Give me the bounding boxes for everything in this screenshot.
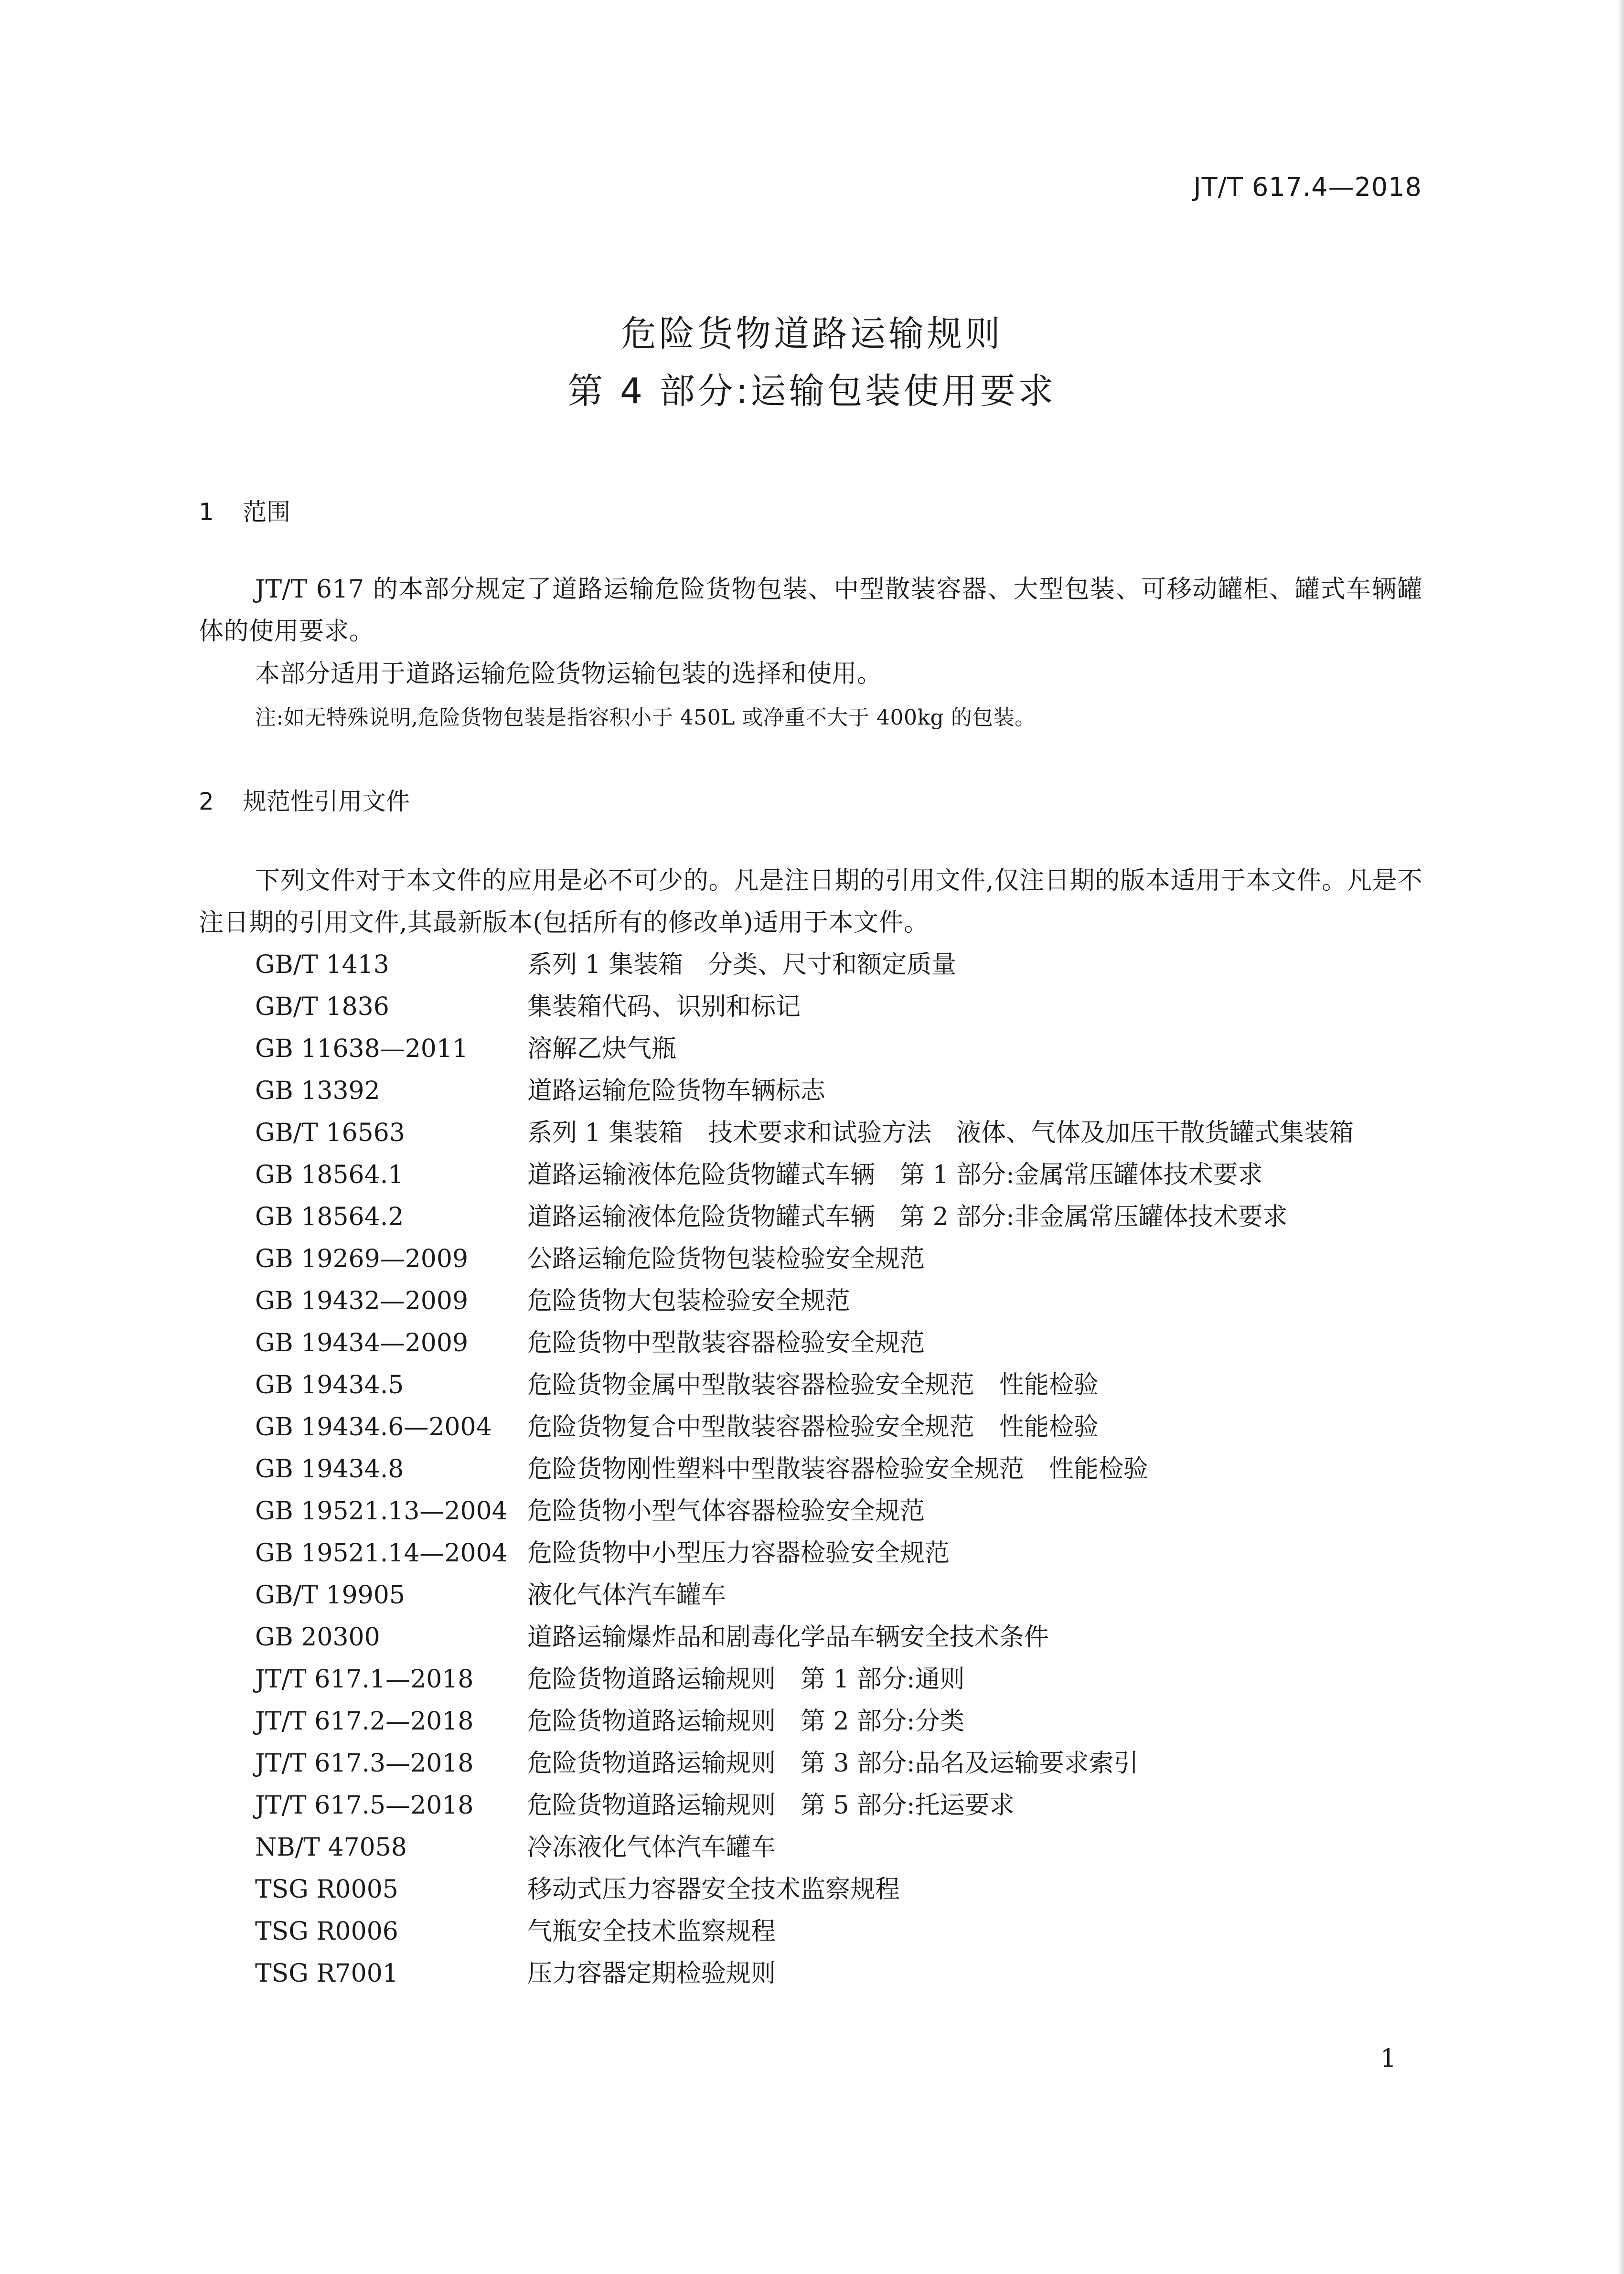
reference-title: 溶解乙炔气瓶 bbox=[527, 1035, 677, 1063]
reference-row bbox=[255, 1364, 1422, 1406]
reference-title: 移动式压力容器安全技术监察规程 bbox=[527, 1875, 900, 1904]
reference-title: 道路运输液体危险货物罐式车辆 第 1 部分:金属常压罐体技术要求 bbox=[527, 1161, 1263, 1189]
reference-code: JT/T 617.5—2018 bbox=[255, 1791, 474, 1820]
reference-row bbox=[255, 1322, 1422, 1364]
reference-title: 冷冻液化气体汽车罐车 bbox=[527, 1833, 776, 1862]
reference-row bbox=[255, 1742, 1422, 1784]
reference-row bbox=[255, 1070, 1422, 1112]
reference-row bbox=[255, 986, 1422, 1028]
document-title-line-1: 危险货物道路运输规则 bbox=[621, 313, 1003, 354]
standard-code: JT/T 617.4—2018 bbox=[1193, 172, 1422, 202]
reference-row bbox=[255, 1196, 1422, 1238]
reference-code: JT/T 617.2—2018 bbox=[255, 1707, 474, 1736]
reference-code: GB 11638—2011 bbox=[255, 1035, 469, 1063]
section-1-number: 1 bbox=[199, 498, 214, 526]
reference-title: 液化气体汽车罐车 bbox=[527, 1581, 727, 1610]
reference-code: GB 19269—2009 bbox=[255, 1245, 469, 1273]
reference-row bbox=[255, 1616, 1422, 1658]
reference-code: GB 19434.5 bbox=[255, 1371, 404, 1399]
reference-code: GB/T 1836 bbox=[255, 993, 389, 1021]
references-intro-paragraph: 下列文件对于本文件的应用是必不可少的。凡是注日期的引用文件,仅注日期的版本适用于本文件。凡是不注日期的引用文件,其最新版本(包括所有的修改单)适用于本文件。 bbox=[199, 866, 1422, 937]
reference-code: NB/T 47058 bbox=[255, 1833, 407, 1862]
reference-title: 危险货物道路运输规则 第 5 部分:托运要求 bbox=[527, 1791, 1015, 1820]
reference-code: GB 19521.13—2004 bbox=[255, 1497, 508, 1526]
reference-code: GB/T 1413 bbox=[255, 950, 389, 979]
reference-row bbox=[255, 1868, 1422, 1911]
scope-paragraph-1: JT/T 617 的本部分规定了道路运输危险货物包装、中型散装容器、大型包装、可移动罐柜、罐式车辆罐体的使用要求。 bbox=[199, 575, 1422, 646]
page-number: 1 bbox=[1380, 2044, 1397, 2073]
reference-code: GB/T 16563 bbox=[255, 1119, 405, 1147]
section-1-heading bbox=[199, 493, 290, 527]
reference-row bbox=[255, 1448, 1422, 1490]
reference-code: GB 20300 bbox=[255, 1623, 380, 1652]
reference-title: 道路运输爆炸品和剧毒化学品车辆安全技术条件 bbox=[527, 1623, 1049, 1652]
reference-code: GB 19434.8 bbox=[255, 1455, 404, 1484]
reference-title: 危险货物中小型压力容器检验安全规范 bbox=[527, 1539, 950, 1568]
section-2-title: 规范性引用文件 bbox=[243, 788, 410, 815]
reference-row bbox=[255, 1658, 1422, 1700]
section-2-heading bbox=[199, 782, 410, 817]
section-1-title: 范围 bbox=[243, 498, 290, 526]
reference-row bbox=[255, 1953, 1422, 1995]
section-2-number: 2 bbox=[199, 788, 214, 815]
reference-row bbox=[255, 1911, 1422, 1953]
reference-code: GB 18564.2 bbox=[255, 1203, 404, 1231]
reference-row bbox=[255, 1784, 1422, 1826]
reference-code: GB/T 19905 bbox=[255, 1581, 405, 1610]
reference-title: 危险货物复合中型散装容器检验安全规范 性能检验 bbox=[527, 1413, 1099, 1441]
reference-title: 系列 1 集装箱 分类、尺寸和额定质量 bbox=[527, 950, 957, 979]
reference-row bbox=[255, 1238, 1422, 1280]
reference-title: 危险货物道路运输规则 第 3 部分:品名及运输要求索引 bbox=[527, 1749, 1139, 1778]
reference-row bbox=[255, 1280, 1422, 1322]
reference-row bbox=[255, 1028, 1422, 1070]
reference-title: 危险货物小型气体容器检验安全规范 bbox=[527, 1497, 925, 1526]
reference-code: JT/T 617.3—2018 bbox=[255, 1749, 474, 1778]
reference-row bbox=[255, 1700, 1422, 1742]
reference-row bbox=[255, 1490, 1422, 1532]
reference-code: GB 13392 bbox=[255, 1077, 380, 1105]
document-title-line-2: 第 4 部分:运输包装使用要求 bbox=[567, 371, 1057, 412]
reference-row bbox=[255, 1112, 1422, 1154]
reference-title: 危险货物道路运输规则 第 2 部分:分类 bbox=[527, 1707, 965, 1736]
scope-paragraph-2: 本部分适用于道路运输危险货物运输包装的选择和使用。 bbox=[255, 660, 882, 688]
reference-title: 道路运输液体危险货物罐式车辆 第 2 部分:非金属常压罐体技术要求 bbox=[527, 1203, 1288, 1231]
reference-list bbox=[255, 944, 1422, 1995]
reference-row bbox=[255, 1154, 1422, 1196]
reference-code: TSG R0006 bbox=[255, 1917, 398, 1946]
reference-title: 气瓶安全技术监察规程 bbox=[527, 1917, 776, 1946]
reference-code: TSG R0005 bbox=[255, 1875, 398, 1904]
reference-code: GB 19521.14—2004 bbox=[255, 1539, 508, 1568]
reference-title: 压力容器定期检验规则 bbox=[527, 1959, 776, 1988]
reference-title: 公路运输危险货物包装检验安全规范 bbox=[527, 1245, 925, 1273]
reference-code: GB 19434.6—2004 bbox=[255, 1413, 492, 1441]
reference-row bbox=[255, 1826, 1422, 1868]
reference-title: 系列 1 集装箱 技术要求和试验方法 液体、气体及加压干散货罐式集装箱 bbox=[527, 1119, 1354, 1147]
reference-title: 集装箱代码、识别和标记 bbox=[527, 993, 801, 1021]
reference-code: TSG R7001 bbox=[255, 1959, 398, 1988]
reference-row bbox=[255, 1532, 1422, 1574]
reference-code: GB 18564.1 bbox=[255, 1161, 404, 1189]
scope-note: 注:如无特殊说明,危险货物包装是指容积小于 450L 或净重不大于 400kg 的包装。 bbox=[255, 705, 1036, 730]
reference-row bbox=[255, 1406, 1422, 1448]
reference-title: 危险货物金属中型散装容器检验安全规范 性能检验 bbox=[527, 1371, 1099, 1399]
reference-code: JT/T 617.1—2018 bbox=[255, 1665, 474, 1694]
reference-title: 危险货物刚性塑料中型散装容器检验安全规范 性能检验 bbox=[527, 1455, 1149, 1484]
reference-title: 道路运输危险货物车辆标志 bbox=[527, 1077, 826, 1105]
reference-row bbox=[255, 944, 1422, 986]
reference-code: GB 19434—2009 bbox=[255, 1329, 469, 1357]
reference-code: GB 19432—2009 bbox=[255, 1287, 469, 1315]
reference-title: 危险货物中型散装容器检验安全规范 bbox=[527, 1329, 925, 1357]
reference-title: 危险货物大包装检验安全规范 bbox=[527, 1287, 851, 1315]
reference-title: 危险货物道路运输规则 第 1 部分:通则 bbox=[527, 1665, 965, 1694]
reference-row bbox=[255, 1574, 1422, 1616]
